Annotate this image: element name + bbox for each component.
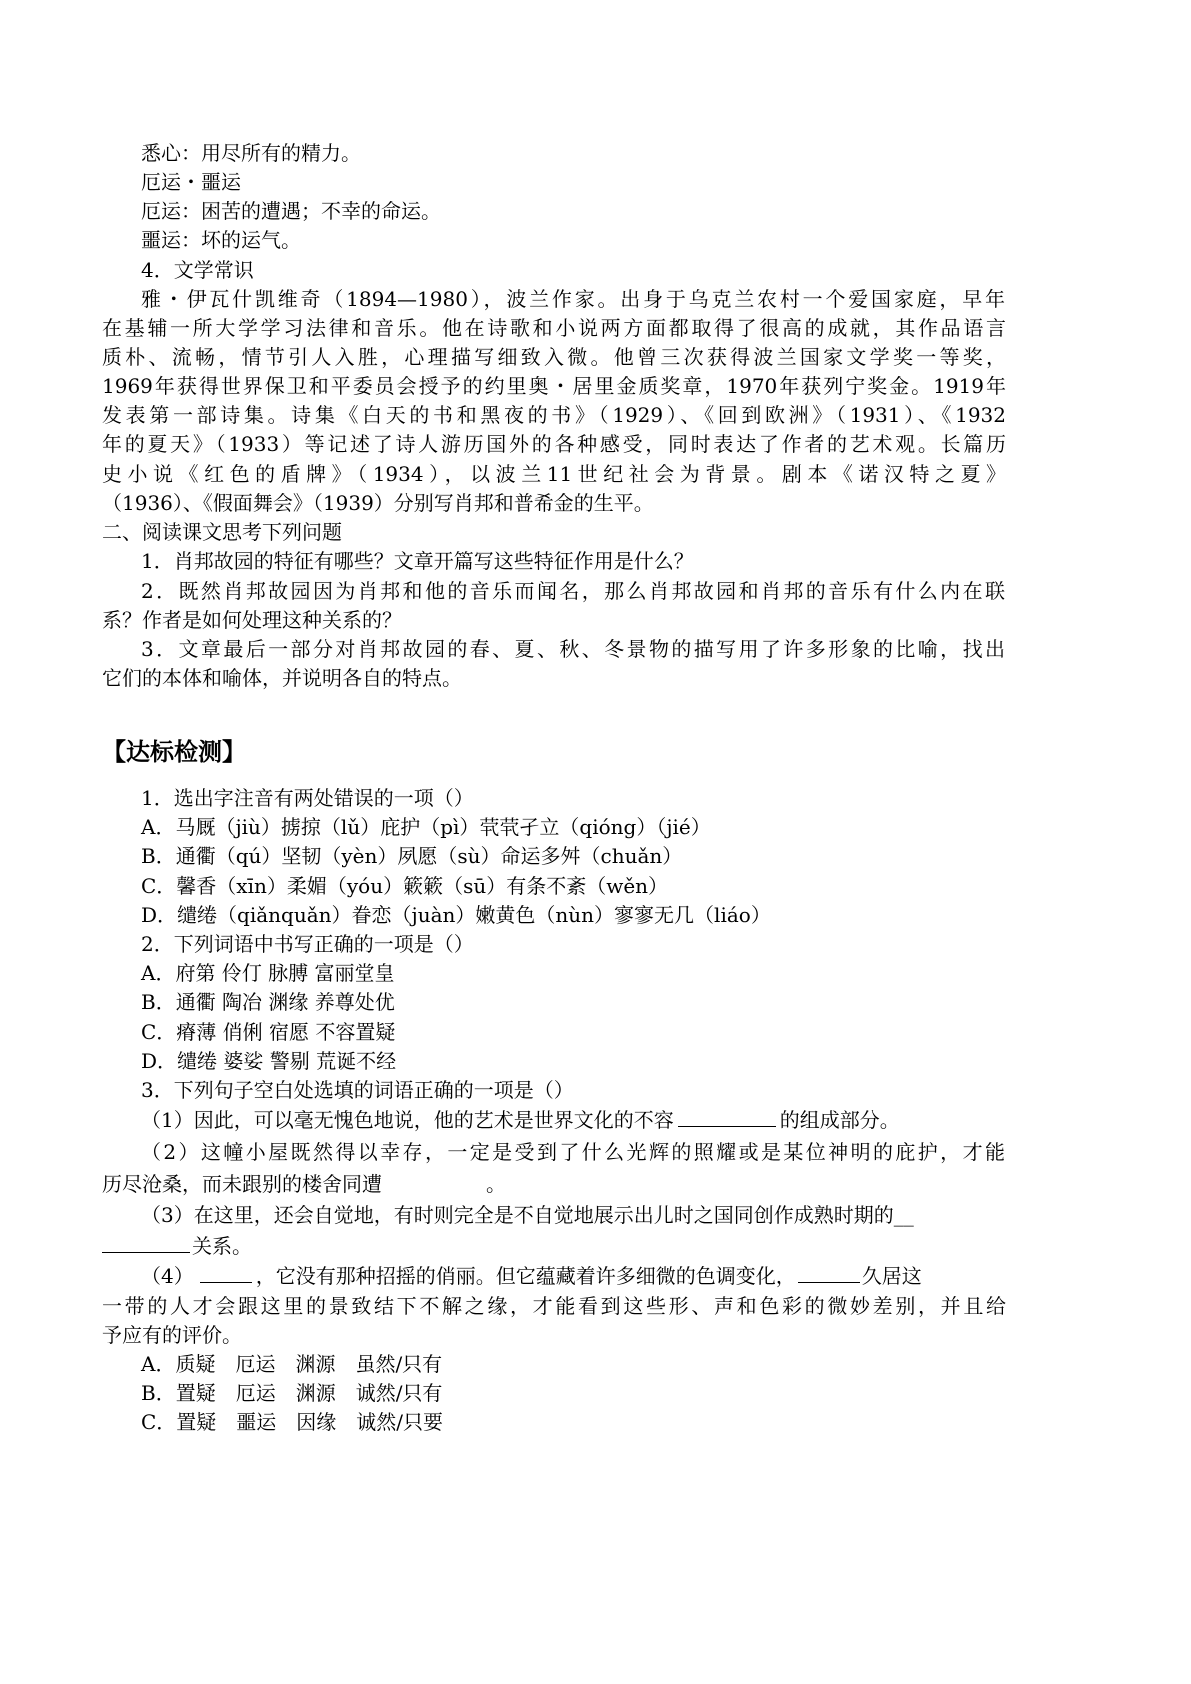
test-q3-sentence-1 [141,1108,900,1132]
sentence-text: 久居这 [861,1264,922,1288]
test-q1-option-b: B．通衢（qú）坚韧（yèn）夙愿（sù）命运多舛（chuǎn） [141,844,683,868]
literature-line: 史小说《红色的盾牌》（1934），以波兰11世纪社会为背景。剧本《诺汉特之夏》 [102,462,1006,486]
answer-blank [798,1264,860,1283]
vocab-eyun2-definition: 噩运：坏的运气。 [141,228,301,252]
reading-heading: 二、阅读课文思考下列问题 [102,520,342,544]
test-q3-sentence-4-cont: 一带的人才会跟这里的景致结下不解之缘，才能看到这些形、声和色彩的微妙差别，并且给 [102,1294,1006,1318]
test-q1-option-d: D．缱绻（qiǎnquǎn）眷恋（juàn）嫩黄色（nùn）寥寥无几（liáo） [141,903,771,927]
test-q3-sentence-4 [141,1264,922,1288]
test-q3-sentence-4-cont: 予应有的评价。 [102,1323,242,1347]
sentence-text: ，它没有那种招摇的俏丽。但它蕴藏着许多细微的色调变化， [255,1264,796,1288]
test-q3-sentence-3-cont [102,1234,252,1258]
answer-blank [678,1108,776,1127]
test-q2-option-d: D．缱绻 婆娑 警剔 荒诞不经 [141,1049,397,1073]
test-q3-sentence-2: （2）这幢小屋既然得以幸存，一定是受到了什么光辉的照耀或是某位神明的庇护，才能 [141,1140,1005,1164]
vocab-eyun-pair: 厄运・噩运 [141,170,241,194]
literature-line: （1936）、《假面舞会》（1939）分别写肖邦和普希金的生平。 [102,491,654,515]
vocab-xixin-definition: 悉心：用尽所有的精力。 [141,141,361,165]
reading-question-2: 2．既然肖邦故园因为肖邦和他的音乐而闻名，那么肖邦故园和肖邦的音乐有什么内在联 [141,579,1005,603]
reading-question-3: 3．文章最后一部分对肖邦故园的春、夏、秋、冬景物的描写用了许多形象的比喻，找出 [141,637,1005,661]
test-question-3: 3．下列句子空白处选填的词语正确的一项是（） [141,1078,574,1102]
section-heading-test: 【达标检测】 [102,738,246,766]
literature-line: 年的夏天》（1933）等记述了诗人游历国外的各种感受，同时表达了作者的艺术观。长篇历 [102,432,1006,456]
literature-line: 质朴、流畅，情节引人入胜，心理描写细致入微。他曾三次获得波兰国家文学奖一等奖， [102,345,1006,369]
sentence-text: （1）因此，可以毫无愧色地说，他的艺术是世界文化的不容 [141,1108,674,1132]
test-q3-sentence-2-cont [102,1172,506,1196]
test-q3-option-c: C．置疑 噩运 因缘 诚然/只要 [141,1410,444,1434]
sentence-text: （4） [141,1264,194,1288]
test-question-2: 2．下列词语中书写正确的一项是（） [141,932,474,956]
test-q3-sentence-3: （3）在这里，还会自觉地，有时则完全是不自觉地展示出儿时之国同创作成熟时期的__ [141,1203,914,1227]
test-q1-option-c: C．馨香（xīn）柔媚（yóu）簌簌（sū）有条不紊（wěn） [141,874,669,898]
test-q2-option-c: C．瘠薄 俏俐 宿愿 不容置疑 [141,1020,396,1044]
literature-line: 发表第一部诗集。诗集《白天的书和黑夜的书》（1929）、《回到欧洲》（1931）、《1932 [102,403,1006,427]
answer-blank [102,1234,190,1253]
answer-blank [200,1264,252,1283]
sentence-text: 的组成部分。 [779,1108,900,1132]
reading-question-3-cont: 它们的本体和喻体，并说明各自的特点。 [102,666,462,690]
reading-question-1: 1．肖邦故园的特征有哪些？文章开篇写这些特征作用是什么？ [141,549,694,573]
test-q3-option-b: B．置疑 厄运 渊源 诚然/只有 [141,1381,443,1405]
test-q3-option-a: A．质疑 厄运 渊源 虽然/只有 [141,1352,443,1376]
literature-line: 在基辅一所大学学习法律和音乐。他在诗歌和小说两方面都取得了很高的成就，其作品语言 [102,316,1006,340]
literature-line: 雅・伊瓦什凯维奇（1894—1980），波兰作家。出身于乌克兰农村一个爱国家庭，早年 [141,287,1005,311]
literature-heading: 4．文学常识 [141,258,254,282]
test-q2-option-a: A．府第 伶仃 脉膊 富丽堂皇 [141,961,395,985]
literature-line: 1969年获得世界保卫和平委员会授予的约里奥・居里金质奖章，1970年获列宁奖金。1919年 [102,374,1006,398]
test-q1-option-a: A．马厩（jiù）掳掠（lǔ）庇护（pì）茕茕孑立（qióng）（jié） [141,815,711,839]
reading-question-2-cont: 系？作者是如何处理这种关系的？ [102,608,402,632]
sentence-text: 。 [486,1172,506,1196]
vocab-eyun-definition: 厄运：困苦的遭遇；不幸的命运。 [141,199,441,223]
sentence-text: 历尽沧桑，而未跟别的楼舍同遭 [102,1172,382,1196]
test-q2-option-b: B．通衢 陶冶 渊缘 养尊处优 [141,990,395,1014]
sentence-text: 关系。 [192,1234,252,1258]
test-question-1: 1．选出字注音有两处错误的一项（） [141,786,474,810]
